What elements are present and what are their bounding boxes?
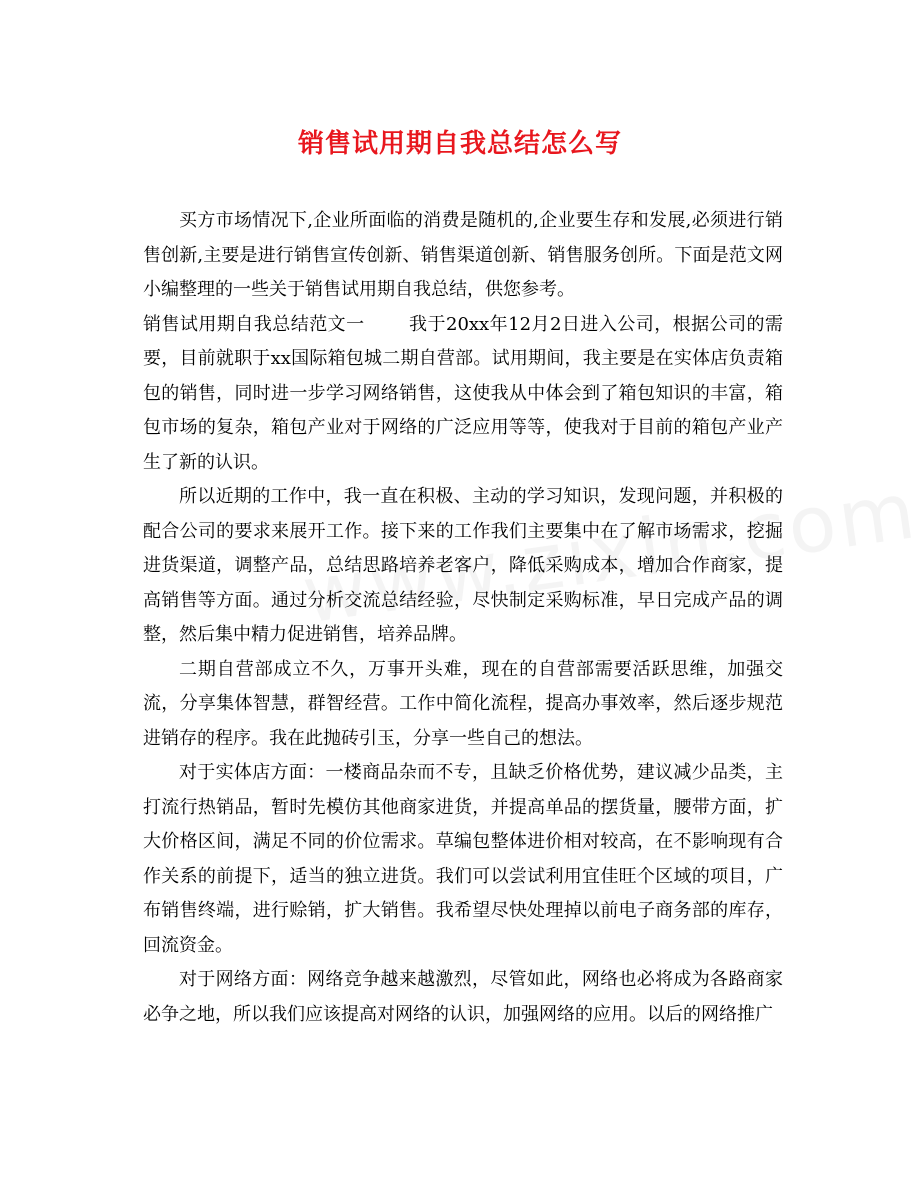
paragraph-self-operated: 二期自营部成立不久，万事开头难，现在的自营部需要活跃思维，加强交流，分享集体智慧，群智经营。工作中简化流程，提高办事效率，然后逐步规范进销存的程序。我在此抛砖引玉，分享一些自己的想法。 <box>143 658 783 749</box>
document-body <box>143 204 783 1032</box>
paragraph-physical-store: 对于实体店方面：一楼商品杂而不专，且缺乏价格优势，建议减少品类，主打流行热销品，暂时先模仿其他商家进货，并提高单品的摆货量，腰带方面，扩大价格区间，满足不同的价位需求。草编包整体进价相对较高，在不影响现有合作关系的前提下，适当的独立进货。我们可以尝试利用宜佳旺个区域的项目，广布销售终端，进行赊销，扩大销售。我希望尽快处理掉以前电子商务部的库存，回流资金。 <box>143 762 783 956</box>
paragraph-section <box>143 308 783 481</box>
paragraph-online: 对于网络方面：网络竞争越来越激烈，尽管如此，网络也必将成为各路商家必争之地，所以我们应该提高对网络的认识，加强网络的应用。以后的网络推广 <box>143 969 783 1025</box>
paragraph-intro: 买方市场情况下,企业所面临的消费是随机的,企业要生存和发展,必须进行销售创新,主要是进行销售宣传创新、销售渠道创新、销售服务创所。下面是范文网小编整理的一些关于销售试用期自我总结，供您参考。 <box>143 210 783 300</box>
document-title: 销售试用期自我总结怎么写 <box>297 129 622 159</box>
section-heading: 销售试用期自我总结范文一 <box>143 313 365 335</box>
section-text: 我于20xx年12月2日进入公司，根据公司的需要，目前就职于xx国际箱包城二期自营部。试用期间，我主要是在实体店负责箱包的销售，同时进一步学习网络销售，这使我从中体会到了箱包知识的丰富，箱包市场的复杂，箱包产业对于网络的广泛应用等等，使我对于目前的箱包产业产生了新的认识。 <box>143 313 784 473</box>
paragraph-work-plan: 所以近期的工作中，我一直在积极、主动的学习知识，发现问题，并积极的配合公司的要求来展开工作。接下来的工作我们主要集中在了解市场需求，挖掘进货渠道，调整产品，总结思路培养老客户，降低采购成本，增加合作商家，提高销售等方面。通过分析交流总结经验，尽快制定采购标准，早日完成产品的调整，然后集中精力促进销售，培养品牌。 <box>143 486 783 645</box>
